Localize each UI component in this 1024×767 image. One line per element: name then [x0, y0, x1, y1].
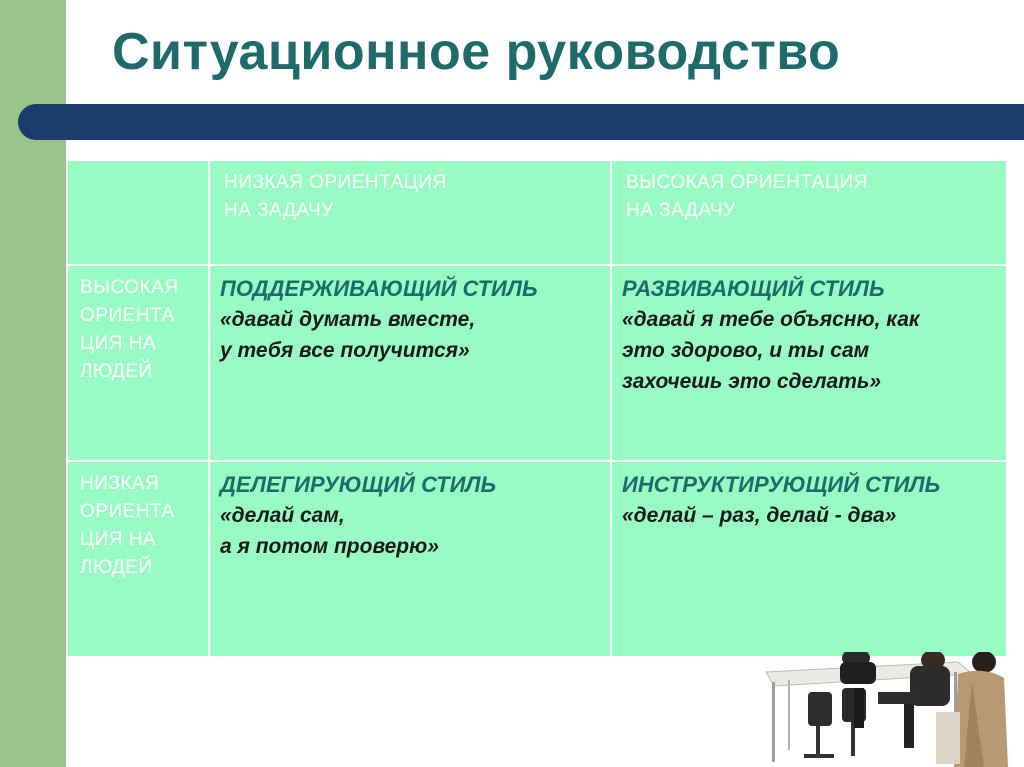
header-high-task-orientation [611, 160, 1007, 265]
row-label-low-people-orientation [67, 461, 209, 657]
row-label-high-people-orientation [67, 265, 209, 461]
header-low-task-orientation [209, 160, 611, 265]
style-quote: «давай я тебе объясню, как это здорово, и ты сам захочешь это сделать» [622, 308, 920, 393]
style-name: ПОДДЕРЖИВАЮЩИЙ СТИЛЬ [220, 276, 538, 301]
slide-title: Ситуационное руководство [112, 23, 841, 81]
style-name: ДЕЛЕГИРУЮЩИЙ СТИЛЬ [220, 472, 497, 497]
style-quote: «давай думать вместе, у тебя все получится» [220, 308, 476, 362]
title-underline-bar [18, 104, 1024, 140]
header-label: НИЗКАЯ ОРИЕНТАЦИЯ НА ЗАДАЧУ [224, 172, 447, 221]
table-row [67, 265, 1007, 461]
office-meeting-photo [758, 652, 1008, 767]
table-corner-cell [67, 160, 209, 265]
row-label: ВЫСОКАЯ ОРИЕНТА ЦИЯ НА ЛЮДЕЙ [80, 277, 179, 382]
cell-instructing-style [611, 461, 1007, 657]
cell-supporting-style [209, 265, 611, 461]
table-header-row [67, 160, 1007, 265]
cell-developing-style [611, 265, 1007, 461]
header-label: ВЫСОКАЯ ОРИЕНТАЦИЯ НА ЗАДАЧУ [626, 172, 868, 221]
cell-delegating-style [209, 461, 611, 657]
row-label: НИЗКАЯ ОРИЕНТА ЦИЯ НА ЛЮДЕЙ [80, 473, 175, 578]
style-name: РАЗВИВАЮЩИЙ СТИЛЬ [622, 276, 885, 301]
style-quote: «делай сам, а я потом проверю» [220, 504, 439, 558]
style-quote: «делай – раз, делай - два» [622, 504, 897, 527]
leadership-styles-table [66, 159, 1008, 658]
table-row [67, 461, 1007, 657]
style-name: ИНСТРУКТИРУЮЩИЙ СТИЛЬ [622, 472, 941, 497]
